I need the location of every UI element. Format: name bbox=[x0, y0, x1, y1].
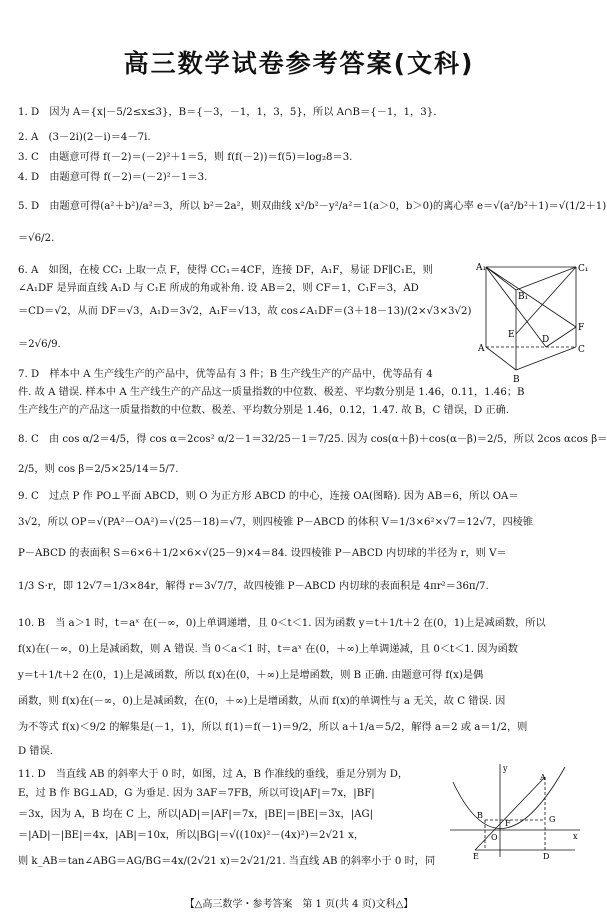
answer-line: 10. B 当 a＞1 时，t＝aˣ 在(－∞，0)上单调递增，且 0＜t＜1. 因为函数 y＝t＋1/t＋2 在(0，1)上是减函数，所以 bbox=[18, 618, 546, 629]
answer-line: 3. C 由题意可得 f(－2)＝(－2)²＋1＝5，则 f(f(－2))＝f(5)＝log₂8＝3. bbox=[18, 152, 353, 163]
parabola-figure bbox=[445, 762, 585, 862]
page-title: 高三数学试卷参考答案(文科) bbox=[123, 49, 475, 78]
answer-line: ＝3x，因为 A，B 均在 C 上，所以|AD|＝|AF|＝7x，|BE|＝|BE|＝3x，|AG| bbox=[18, 809, 374, 820]
answer-line: ＝|AD|－|BE|＝4x，|AB|＝10x，所以|BG|＝√((10x)²－(4x)²)＝2√21 x， bbox=[18, 830, 365, 841]
answer-line: E，过 B 作 BG⊥AD，G 为垂足. 因为 3AF＝7FB，所以可设|AF|＝7x，|BF| bbox=[18, 788, 375, 799]
answer-line: f(x)在(－∞，0)上是减函数，则 A 错误. 当 0＜a＜1 时，t＝aˣ 在(0，＋∞)上单调递减，且 0＜t＜1. 因为函数 bbox=[18, 644, 518, 655]
label-a: A bbox=[478, 344, 485, 354]
answer-line: 7. D 样本中 A 生产线生产的产品中，优等品有 3 件；B 生产线生产的产品中，优等品有 4 bbox=[18, 369, 433, 380]
label-a-point: A bbox=[540, 773, 546, 782]
answer-line: 件. 故 A 错误. 样本中 A 生产线生产的产品这一质量指数的中位数、极差、平均数分别是 1.46，0.11，1.46；B bbox=[18, 387, 525, 398]
prism-figure bbox=[476, 262, 589, 392]
answer-line: 则 k_AB＝tan∠ABG＝AG/BG＝4x/(2√21 x)＝2√21/21. 当直线 AB 的斜率小于 0 时，同 bbox=[18, 856, 436, 867]
label-x: x bbox=[573, 832, 578, 841]
label-o: O bbox=[491, 833, 498, 842]
answer-line: ∠A₁DF 是异面直线 A₁D 与 C₁E 所成的角或补角. 设 AB＝2，则 CF＝1，C₁F＝3，AD bbox=[18, 283, 419, 294]
label-g: G bbox=[549, 815, 556, 824]
label-e: E bbox=[508, 330, 515, 340]
label-e-point: E bbox=[473, 852, 479, 861]
answer-line: ＝CD＝√2，从而 DF＝√3，A₁D＝3√2，A₁F＝√13，故 cos∠A₁DF＝(3＋18－13)/(2×√3×3√2) bbox=[18, 306, 472, 317]
label-d: D bbox=[542, 335, 550, 345]
label-d-point: D bbox=[543, 852, 550, 861]
answer-line: 生产线生产的产品这一质量指数的中位数、极差、平均数分别是 1.46，0.12，1.47. 故 B，C 错误，D 正确. bbox=[18, 405, 510, 416]
label-b1: B₁ bbox=[518, 292, 529, 302]
page-footer: 【△高三数学・参考答案 第 1 页(共 4 页)文科△】 bbox=[184, 899, 414, 910]
label-c: C bbox=[578, 345, 585, 355]
answer-line: 函数，则 f(x)在(－∞，0)上是减函数，在(0，＋∞)上是增函数，从而 f(x)的单调性与 a 无关，故 C 错误. 因 bbox=[18, 696, 506, 707]
answer-line: 6. A 如图，在棱 CC₁ 上取一点 F，使得 CC₁＝4CF，连接 DF，A₁F，易证 DF∥C₁E，则 bbox=[18, 265, 433, 276]
answer-line: 8. C 由 cos α/2＝4/5，得 cos α＝2cos² α/2－1＝32/25－1＝7/25. 因为 cos(α＋β)＋cos(α－β)＝2/5，所以 2cos αcos β＝ bbox=[18, 434, 607, 445]
answer-line: 3√2，所以 OP＝√(PA²－OA²)＝√(25－18)＝√7，则四棱锥 P－ABCD 的体积 V＝1/3×6²×√7＝12√7，四棱锥 bbox=[18, 517, 534, 528]
answer-line: 2/5，则 cos β＝2/5×25/14＝5/7. bbox=[18, 464, 179, 475]
answer-line: 5. D 由题意可得(a²＋b²)/a²＝3，所以 b²＝2a²，则双曲线 x²/b²－y²/a²＝1(a＞0，b＞0)的离心率 e＝√(a²/b²＋1)＝√(1/2＋1) bbox=[18, 201, 607, 212]
label-b: B bbox=[513, 375, 520, 385]
answer-line: 11. D 当直线 AB 的斜率大于 0 时，如图，过 A，B 作准线的垂线，垂足分别为 D， bbox=[18, 769, 409, 780]
label-f: F bbox=[578, 323, 585, 333]
answer-line: y＝t＋1/t＋2 在(0，1)上是减函数，所以 f(x)在(0，＋∞)上是增函数，则 B 正确. 由题意可得 f(x)是偶 bbox=[18, 670, 484, 681]
answer-line: 9. C 过点 P 作 PO⊥平面 ABCD，则 O 为正方形 ABCD 的中心，连接 OA(图略). 因为 AB＝6，所以 OA＝ bbox=[18, 491, 519, 502]
answer-line: 1/3 S·r，即 12√7＝1/3×84r，解得 r＝3√7/7，故四棱锥 P－ABCD 内切球的表面积是 4πr²＝36π/7. bbox=[18, 581, 489, 592]
label-a1: A₁ bbox=[476, 263, 487, 273]
answer-line: 2. A (3－2i)(2－i)＝4－7i. bbox=[18, 132, 151, 143]
answer-line: D 错误. bbox=[18, 746, 54, 757]
answer-line: ＝√6/2. bbox=[18, 233, 55, 244]
label-y: y bbox=[503, 764, 508, 773]
answer-line: 为不等式 f(x)＜9/2 的解集是(－1，1)，所以 f(1)＝f(－1)＝9/2，所以 a＋1/a＝5/2，解得 a＝2 或 a＝1/2，则 bbox=[18, 722, 528, 733]
label-f-point: F bbox=[505, 819, 511, 828]
answer-line: P－ABCD 的表面积 S＝6×6＋1/2×6×√(25－9)×4＝84. 设四棱锥 P－ABCD 内切球的半径为 r，则 V＝ bbox=[18, 548, 507, 559]
answer-line: 4. D 由题意可得 f(－2)＝(－2)²－1＝3. bbox=[18, 172, 208, 183]
answer-line: ＝2√6/9. bbox=[18, 339, 61, 350]
label-c1: C₁ bbox=[578, 264, 589, 274]
label-b-point: B bbox=[477, 811, 483, 820]
answer-line: 1. D 因为 A＝{x|－5/2≤x≤3}，B＝{－3，－1，1，3，5}，所以 A∩B＝{－1，1，3}. bbox=[18, 107, 437, 118]
